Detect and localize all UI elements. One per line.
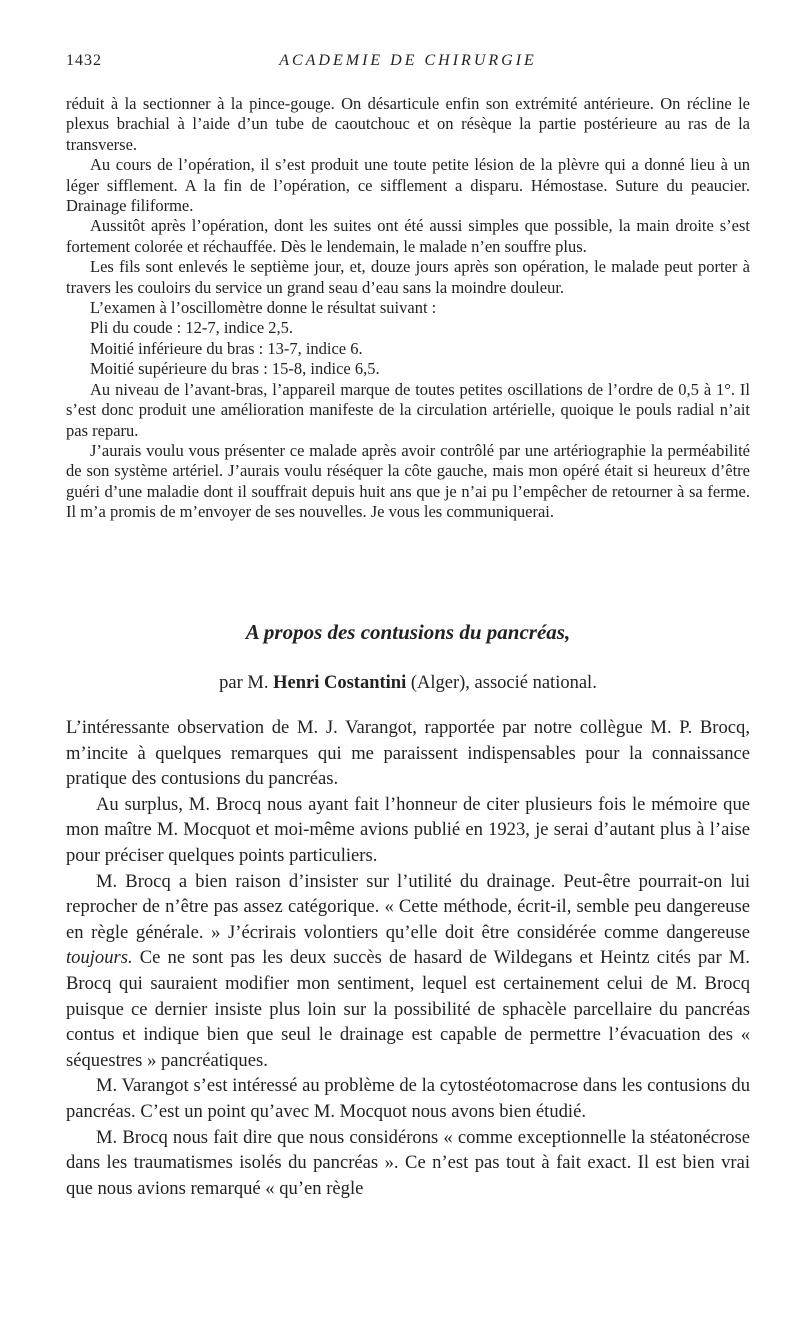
author-prefix: par M. — [219, 673, 269, 693]
paragraph: M. Varangot s’est intéressé au problème de la cytostéotomacrose dans les contusions du pancréas. C’est un point qu’avec M. Mocquot nous avons bien étudié. — [66, 1075, 750, 1122]
emphasis-text: toujours. — [66, 947, 133, 969]
paragraph: réduit à la sectionner à la pince-gouge. On désarticule enfin son extrémité antérieure. On récline le plexus brachial à l’aide d’un tube de caoutchouc et on résèque la partie postérieure au ras de la transverse. — [66, 94, 750, 154]
paragraph: Au cours de l’opération, il s’est produit une toute petite lésion de la plèvre qui a donné lieu à un léger sifflement. A la fin de l’opération, ce sifflement a disparu. Hémostase. Suture du peaucier. Drainage filiforme. — [66, 155, 750, 216]
author-affiliation: (Alger), associé national. — [410, 673, 597, 693]
paragraph: Aussitôt après l’opération, dont les suites ont été aussi simples que possible, la main droite s’est fortement colorée et réchauffée. Dès le lendemain, le malade n’en souffre plus. — [66, 216, 750, 256]
paragraph-text: Ce ne sont pas les deux succès de hasard de Wildegans et Heintz cités par M. Brocq qui sauraient modifier mon sentiment, lequel est certainement celui de M. Brocq puisque ce dernier insiste plus loin sur la possibilité de sphacèle parcellaire du pancréas contus et indique bien que seul le drainage est capable de permettre l’évacuation des « séquestres » pancréatiques. — [66, 947, 750, 1071]
page-number: 1432 — [66, 52, 102, 69]
author-name: Henri Costantini — [273, 673, 407, 693]
paragraph: L’intéressante observation de M. J. Varangot, rapportée par notre collègue M. P. Brocq, m’incite à quelques remarques qui me paraissent indispensables pour la connaissance pratique des contusions du pancréas. — [66, 717, 750, 790]
paragraph — [66, 869, 750, 1074]
measurement-line: Moitié supérieure du bras : 15-8, indice 6,5. — [90, 359, 380, 379]
paragraph: Les fils sont enlevés le septième jour, et, douze jours après son opération, le malade peut porter à travers les couloirs du service un grand seau d’eau sans la moindre douleur. — [66, 257, 750, 297]
page-header — [66, 52, 750, 74]
article-body — [66, 715, 750, 1201]
measurement-line: Pli du coude : 12-7, indice 2,5. — [90, 318, 294, 338]
paragraph: M. Brocq nous fait dire que nous considérons « comme exceptionnelle la stéatonécrose dans les traumatismes isolés du pancréas ». Ce n’est pas tout à fait exact. Il est bien vrai que nous avions remarqué « qu’en règle — [66, 1126, 750, 1199]
paragraph: Au niveau de l’avant-bras, l’appareil marque de toutes petites oscillations de l’ordre de 0,5 à 1°. Il s’est donc produit une amélioration manifeste de la circulation artérielle, quoique le pouls radial n’ait pas reparu. — [66, 379, 750, 440]
measurement-line: Moitié inférieure du bras : 13-7, indice 6. — [90, 338, 363, 358]
article-byline — [66, 673, 750, 694]
previous-article-text — [66, 94, 750, 523]
article-heading — [66, 620, 750, 694]
article-title: A propos des contusions du pancréas, — [245, 620, 571, 644]
paragraph: Au surplus, M. Brocq nous ayant fait l’honneur de citer plusieurs fois le mémoire que mon maître M. Mocquot et moi-même avions publié en 1923, je serai d’autant plus à l’aise pour préciser quelques points particuliers. — [66, 793, 750, 866]
paragraph-text: M. Brocq a bien raison d’insister sur l’utilité du drainage. Peut-être pourrait-on lui reprocher de n’être pas assez catégorique. « Cette méthode, écrit-il, semble peu dangereuse en règle générale. » J’écrirais volontiers qu’elle doit être considérée comme dangereuse — [66, 870, 750, 943]
running-title: ACADEMIE DE CHIRURGIE — [279, 52, 537, 69]
paragraph: L’examen à l’oscillomètre donne le résultat suivant : — [90, 298, 437, 318]
paragraph: J’aurais voulu vous présenter ce malade après avoir contrôlé par une artériographie la perméabilité de son système artériel. J’aurais voulu réséquer la côte gauche, mais mon opéré était si heureux d’être guéri d’une maladie dont il souffrait depuis huit ans que je n’ai pu l’empêcher de retourner à sa ferme. Il m’a promis de m’envoyer de ses nouvelles. Je vous les communiquerai. — [66, 440, 750, 522]
